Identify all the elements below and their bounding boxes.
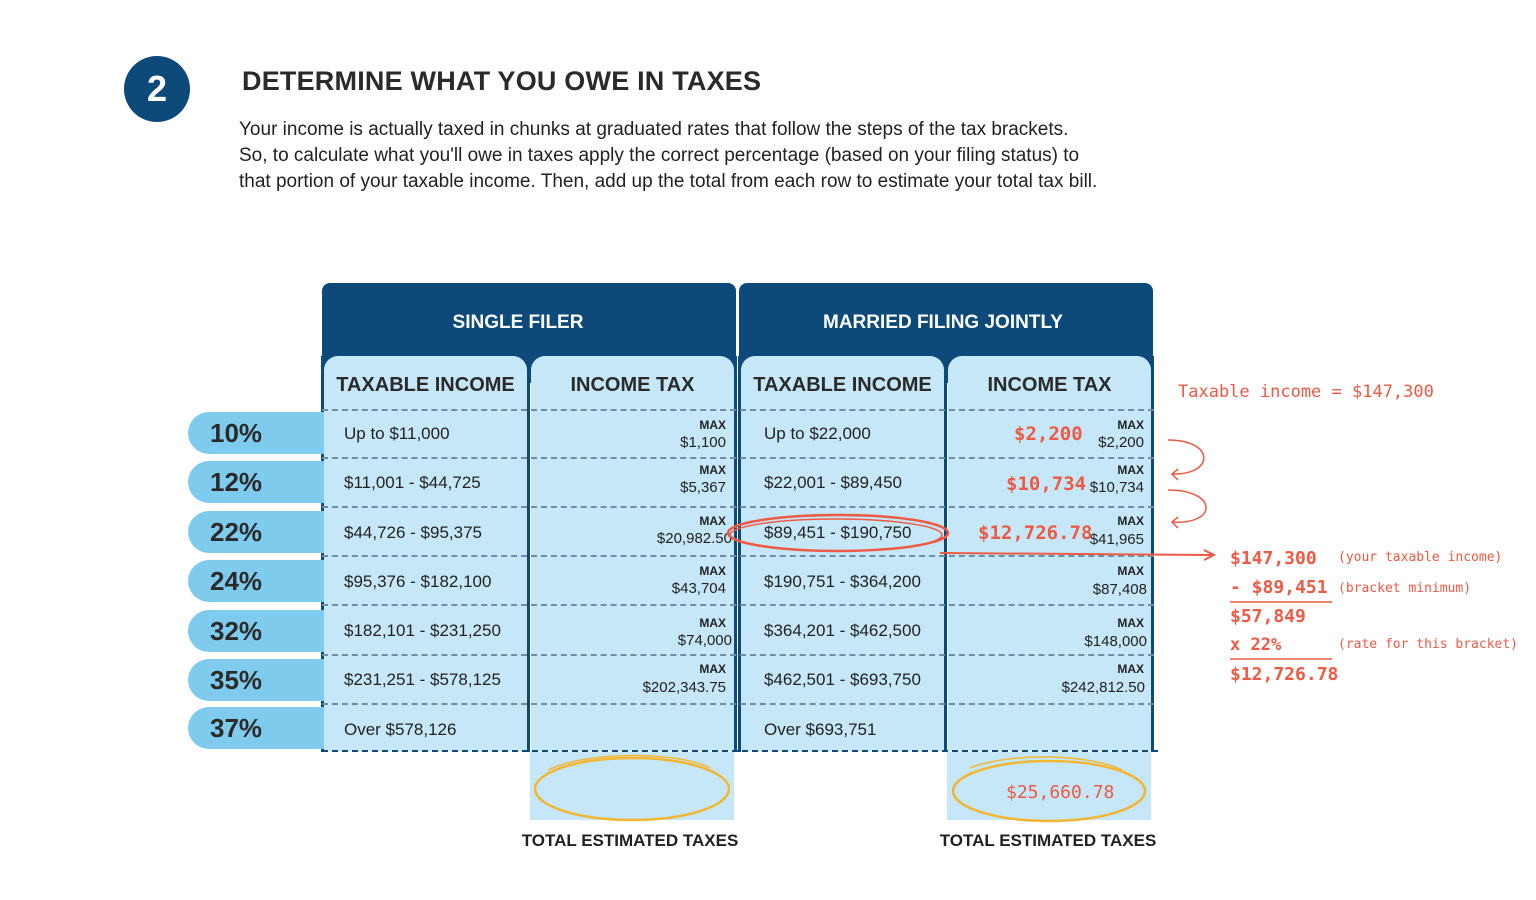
married-range-10: Up to $22,000	[764, 424, 871, 443]
married-max-12: $10,734	[1089, 479, 1144, 496]
married-total-annotation: $25,660.78	[1006, 782, 1115, 803]
calc-line-taxable-income: $147,300	[1230, 548, 1317, 569]
married-total-label: TOTAL ESTIMATED TAXES	[939, 831, 1157, 850]
rate-pill-10: 10%	[188, 412, 324, 454]
calc-arrow-line	[940, 553, 1212, 555]
carry-arrow-1	[1168, 440, 1204, 474]
calc-line-result: $12,726.78	[1230, 664, 1339, 685]
married-tax-22-annotation: $12,726.78	[978, 522, 1093, 544]
married-total-highlight	[953, 761, 1145, 821]
married-tax-12-annotation: $10,734	[1006, 473, 1087, 495]
married-max-label-35: MAX	[1117, 662, 1144, 676]
single-range-12: $11,001 - $44,725	[344, 473, 481, 492]
single-max-label-24: MAX	[699, 564, 726, 578]
intro-paragraph: Your income is actually taxed in chunks at graduated rates that follow the steps of the tax brackets. So, to calculate what you'll owe in taxes apply the correct percentage (based on your filing status) to that portion of your taxable income. Then, add up the total from each row to estimate your total tax bill.	[239, 119, 1098, 192]
rate-pill-22: 22%	[188, 511, 324, 553]
calc-line-bracket-minimum: - $89,451	[1230, 577, 1328, 598]
calc-line-difference: $57,849	[1230, 606, 1306, 627]
rate-pill-37: 37%	[188, 707, 324, 749]
single-max-10: $1,100	[680, 434, 726, 451]
single-filer-title: SINGLE FILER	[452, 312, 584, 333]
calc-note-taxable-income: (your taxable income)	[1338, 550, 1503, 565]
single-range-24: $95,376 - $182,100	[344, 572, 492, 591]
married-tax-10-annotation: $2,200	[1014, 423, 1083, 445]
single-max-32: $74,000	[677, 632, 732, 649]
single-max-22: $20,982.50	[656, 530, 732, 547]
married-income-tax-header: INCOME TAX	[987, 374, 1112, 396]
single-total-label: TOTAL ESTIMATED TAXES	[521, 831, 739, 850]
rate-pill-32: 32%	[188, 610, 324, 652]
calc-note-bracket-minimum: (bracket minimum)	[1338, 581, 1472, 596]
married-max-label-22: MAX	[1117, 514, 1144, 528]
taxable-income-annotation: Taxable income = $147,300	[1178, 382, 1434, 402]
married-taxable-income-header: TAXABLE INCOME	[753, 374, 932, 396]
married-range-37: Over $693,751	[764, 720, 877, 739]
married-max-24: $87,408	[1092, 581, 1147, 598]
single-max-label-22: MAX	[699, 514, 726, 528]
rate-pill-24: 24%	[188, 560, 324, 602]
single-max-label-12: MAX	[699, 463, 726, 477]
single-max-label-35: MAX	[699, 662, 726, 676]
rate-pill-12: 12%	[188, 461, 324, 503]
single-taxable-income-header: TAXABLE INCOME	[336, 374, 515, 396]
married-range-32: $364,201 - $462,500	[764, 621, 921, 640]
calc-line-rate: x 22%	[1230, 635, 1282, 655]
married-max-10: $2,200	[1098, 434, 1144, 451]
married-max-22: $41,965	[1089, 531, 1144, 548]
single-range-22: $44,726 - $95,375	[344, 523, 483, 542]
married-max-32: $148,000	[1084, 633, 1147, 650]
married-max-label-32: MAX	[1117, 616, 1144, 630]
single-total-highlight	[535, 758, 729, 820]
single-range-10: Up to $11,000	[344, 424, 450, 443]
single-range-37: Over $578,126	[344, 720, 457, 739]
calc-note-rate: (rate for this bracket)	[1338, 637, 1519, 652]
single-max-label-32: MAX	[699, 616, 726, 630]
highlight-circle-married-22-inner	[730, 519, 942, 551]
single-max-12: $5,367	[680, 479, 726, 496]
single-range-35: $231,251 - $578,125	[344, 670, 501, 689]
step-number-badge: 2	[124, 56, 190, 122]
married-max-label-10: MAX	[1117, 418, 1144, 432]
married-max-label-12: MAX	[1117, 463, 1144, 477]
single-max-35: $202,343.75	[642, 679, 726, 696]
married-range-22: $89,451 - $190,750	[764, 523, 912, 542]
married-range-24: $190,751 - $364,200	[764, 572, 921, 591]
rate-pill-35: 35%	[188, 659, 324, 701]
married-range-35: $462,501 - $693,750	[764, 670, 921, 689]
single-range-32: $182,101 - $231,250	[344, 621, 501, 640]
page-title: DETERMINE WHAT YOU OWE IN TAXES	[242, 66, 762, 96]
single-income-tax-header: INCOME TAX	[570, 374, 695, 396]
married-total-highlight-stroke	[970, 757, 1122, 770]
married-max-label-24: MAX	[1117, 564, 1144, 578]
single-max-24: $43,704	[671, 580, 726, 597]
married-range-12: $22,001 - $89,450	[764, 473, 903, 492]
carry-arrow-2	[1168, 490, 1206, 522]
married-filing-jointly-title: MARRIED FILING JOINTLY	[823, 312, 1063, 333]
single-max-label-10: MAX	[699, 418, 726, 432]
married-max-35: $242,812.50	[1061, 679, 1145, 696]
